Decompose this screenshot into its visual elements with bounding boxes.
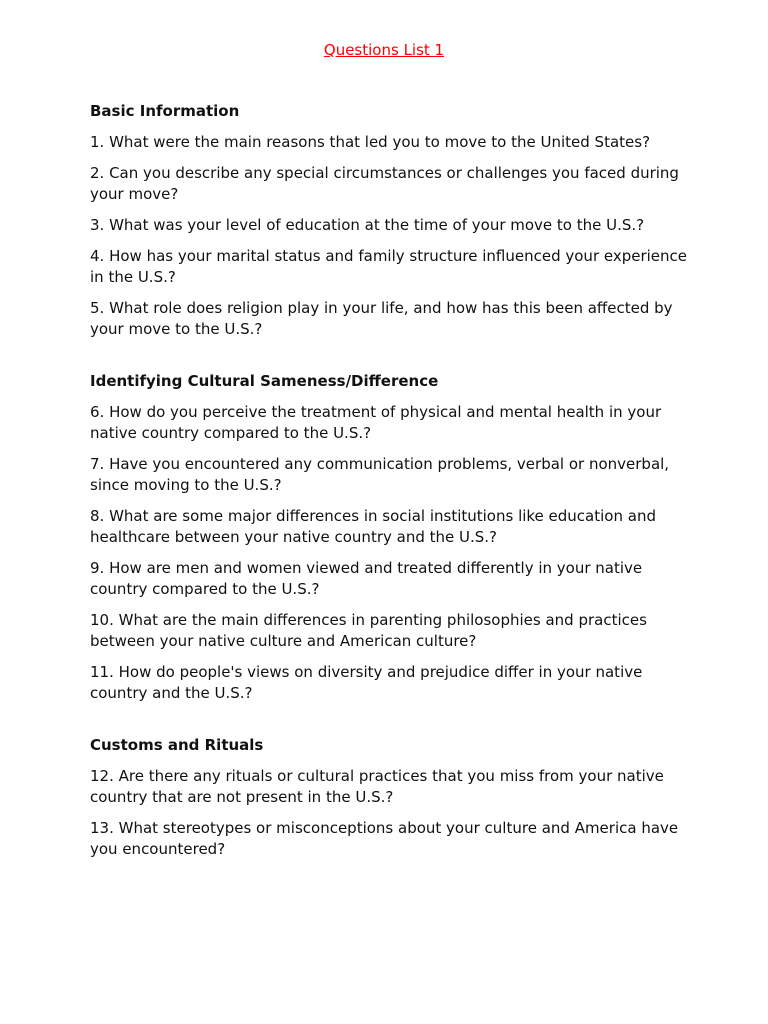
question-item: 7. Have you encountered any communication problems, verbal or nonverbal, since moving to the U.S.?	[90, 455, 670, 494]
question-item: 4. How has your marital status and family structure influenced your experience in the U.S.?	[90, 247, 688, 286]
section-heading: Identifying Cultural Sameness/Difference	[90, 372, 439, 390]
document-title: Questions List 1	[323, 41, 445, 59]
question-item: 11. How do people's views on diversity and prejudice differ in your native country and the U.S.?	[90, 663, 643, 702]
document-body	[90, 101, 690, 891]
section-customs-and-rituals	[90, 735, 690, 860]
question-item: 13. What stereotypes or misconceptions about your culture and America have you encountered?	[90, 819, 679, 858]
section-cultural-sameness-difference	[90, 371, 690, 704]
question-item: 12. Are there any rituals or cultural practices that you miss from your native country that are not present in the U.S.?	[90, 767, 664, 806]
question-item: 10. What are the main differences in parenting philosophies and practices between your native culture and American culture?	[90, 611, 647, 650]
question-item: 9. How are men and women viewed and treated differently in your native country compared to the U.S.?	[90, 559, 643, 598]
section-basic-information	[90, 101, 690, 340]
question-item: 3. What was your level of education at the time of your move to the U.S.?	[90, 216, 645, 234]
section-heading: Basic Information	[90, 102, 240, 120]
question-item: 2. Can you describe any special circumstances or challenges you faced during your move?	[90, 164, 679, 203]
section-heading: Customs and Rituals	[90, 736, 264, 754]
question-item: 6. How do you perceive the treatment of physical and mental health in your native country compared to the U.S.?	[90, 403, 662, 442]
question-item: 8. What are some major differences in social institutions like education and healthcare between your native country and the U.S.?	[90, 507, 656, 546]
question-item: 5. What role does religion play in your life, and how has this been affected by your move to the U.S.?	[90, 299, 673, 338]
question-item: 1. What were the main reasons that led you to move to the United States?	[90, 133, 651, 151]
